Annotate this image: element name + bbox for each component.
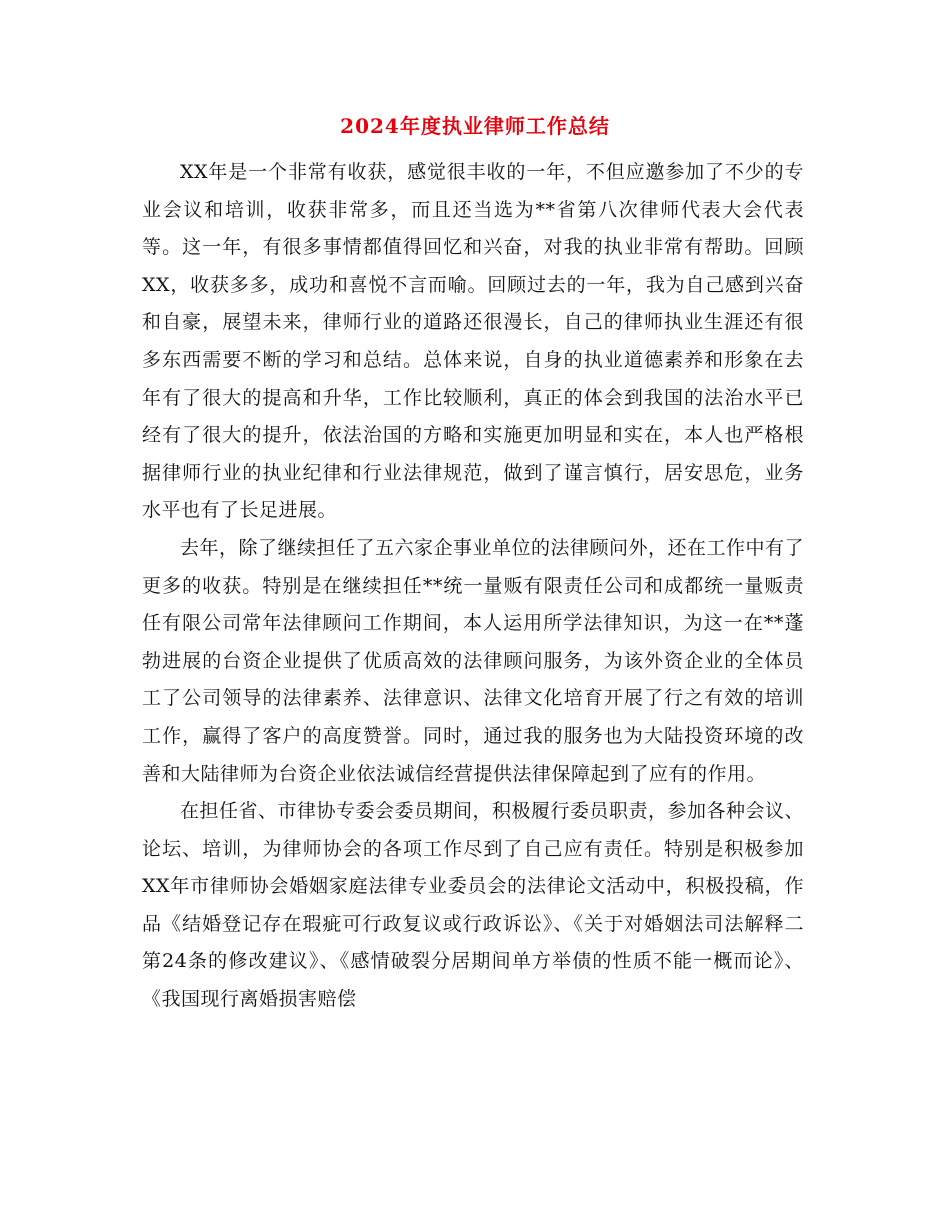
paragraph-2: 去年，除了继续担任了五六家企事业单位的法律顾问外，还在工作中有了更多的收获。特别是在继续担任**统一量贩有限责任公司和成都统一量贩责任有限公司常年法律顾问工作期间，本人运用所学法律知识，为这一在**蓬勃进展的台资企业提供了优质高效的法律顾问服务，为该外资企业的全体员工了公司领导的法律素养、法律意识、法律文化培育开展了行之有效的培训工作，赢得了客户的高度赞誉。同时，通过我的服务也为大陆投资环境的改善和大陆律师为台资企业依法诚信经营提供法律保障起到了应有的作用。 — [142, 536, 805, 785]
document-title: 2024年度执业律师工作总结 — [340, 114, 610, 138]
document-body — [142, 154, 804, 1019]
paragraph-1: XX年是一个非常有收获，感觉很丰收的一年，不但应邀参加了不少的专业会议和培训，收获非常多，而且还当选为**省第八次律师代表大会代表等。这一年，有很多事情都值得回忆和兴奋，对我的执业非常有帮助。回顾XX，收获多多，成功和喜悦不言而喻。回顾过去的一年，我为自己感到兴奋和自豪，展望未来，律师行业的道路还很漫长，自己的律师执业生涯还有很多东西需要不断的学习和总结。总体来说，自身的执业道德素养和形象在去年有了很大的提高和升华，工作比较顺利，真正的体会到我国的法治水平已经有了很大的提升，依法治国的方略和实施更加明显和实在，本人也严格根据律师行业的执业纪律和行业法律规范，做到了谨言慎行，居安思危，业务水平也有了长足进展。 — [142, 161, 804, 522]
paragraph-3: 在担任省、市律协专委会委员期间，积极履行委员职责，参加各种会议、论坛、培训，为律师协会的各项工作尽到了自己应有责任。特别是积极参加XX年市律师协会婚姻家庭法律专业委员会的法律论文活动中，积极投稿，作品《结婚登记存在瑕疵可行政复议或行政诉讼》、《关于对婚姻法司法解释二第24条的修改建议》、《感情破裂分居期间单方举债的性质不能一概而论》、《我国现行离婚损害赔偿 — [142, 800, 805, 1011]
